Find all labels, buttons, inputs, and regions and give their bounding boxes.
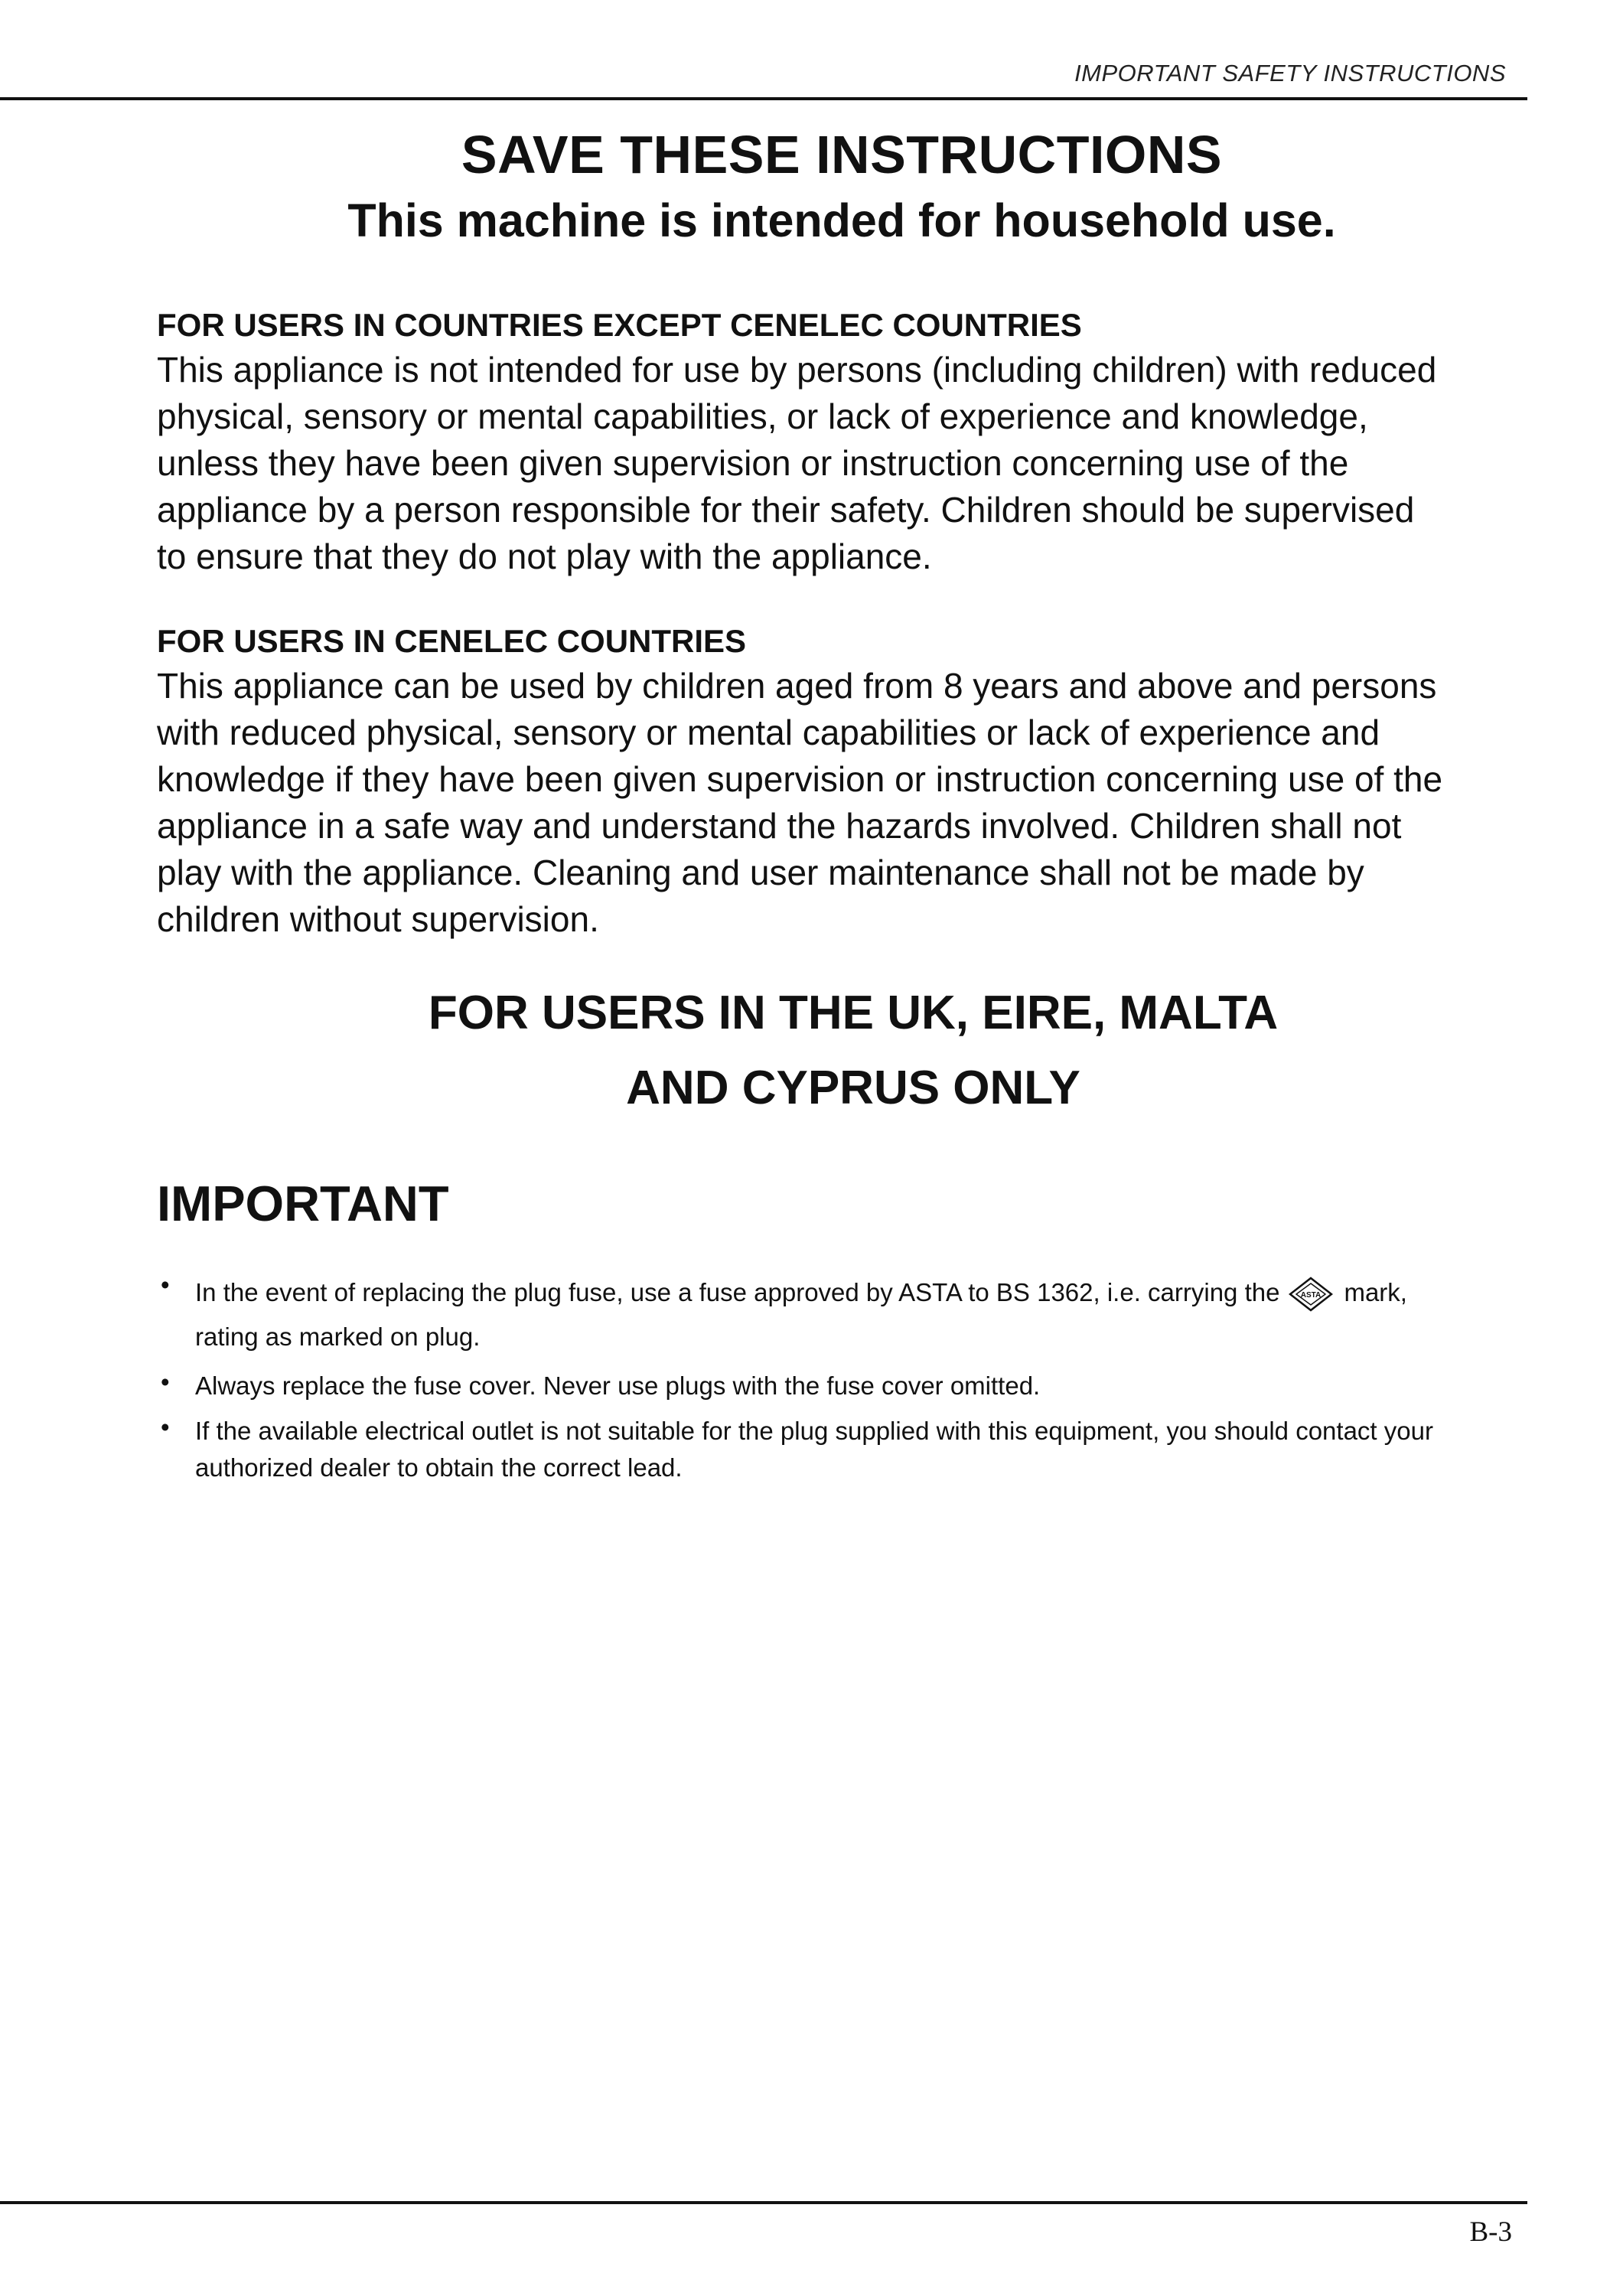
paragraph-line: with reduced physical, sensory or mental capabilities or lack of experience and <box>157 713 1380 752</box>
section-non-cenelec <box>157 304 1534 580</box>
paragraph-line: appliance in a safe way and understand the hazards involved. Children shall not <box>157 806 1402 846</box>
paragraph-line: to ensure that they do not play with the appliance. <box>157 536 932 576</box>
paragraph-line: unless they have been given supervision or instruction concerning use of the <box>157 443 1349 483</box>
important-heading: IMPORTANT <box>157 1176 449 1231</box>
bullet-line: Always replace the fuse cover. Never use plugs with the fuse cover omitted. <box>195 1371 1041 1400</box>
bullet-item <box>157 1270 1550 1359</box>
bullet-text: mark, <box>1344 1278 1407 1306</box>
bullet-line: authorized dealer to obtain the correct lead. <box>195 1453 683 1482</box>
header-rule <box>0 97 1527 100</box>
asta-mark-icon <box>1289 1277 1333 1312</box>
page-subtitle: This machine is intended for household use. <box>347 194 1336 246</box>
important-bullet-list <box>157 1270 1550 1495</box>
paragraph-line: This appliance can be used by children aged from 8 years and above and persons <box>157 666 1437 706</box>
section-cenelec <box>157 620 1534 943</box>
footer-rule <box>0 2201 1527 2204</box>
page-number: B-3 <box>1469 2216 1512 2248</box>
bullet-dot: • <box>161 1270 170 1299</box>
bullet-line: rating as marked on plug. <box>195 1322 481 1351</box>
paragraph-line: knowledge if they have been given supervision or instruction concerning use of the <box>157 759 1443 799</box>
bullet-line: If the available electrical outlet is not suitable for the plug supplied with this equipment, you should contact your <box>195 1417 1433 1445</box>
asta-mark-text: ASTA <box>1301 1291 1322 1300</box>
section-heading: FOR USERS IN CENELEC COUNTRIES <box>157 623 747 659</box>
paragraph-line: children without supervision. <box>157 899 599 939</box>
running-header: IMPORTANT SAFETY INSTRUCTIONS <box>1074 60 1506 86</box>
bullet-dot: • <box>161 1368 170 1396</box>
uk-section-heading-line-1: FOR USERS IN THE UK, EIRE, MALTA <box>428 987 1279 1039</box>
page-title: SAVE THESE INSTRUCTIONS <box>461 125 1223 184</box>
paragraph-line: physical, sensory or mental capabilities, or lack of experience and knowledge, <box>157 396 1368 436</box>
bullet-line <box>195 1270 1550 1315</box>
bullet-item <box>157 1413 1550 1486</box>
bullet-text: In the event of replacing the plug fuse, use a fuse approved by ASTA to BS 1362, i.e. carrying the <box>195 1278 1280 1306</box>
paragraph-line: play with the appliance. Cleaning and user maintenance shall not be made by <box>157 853 1364 892</box>
paragraph-line: appliance by a person responsible for their safety. Children should be supervised <box>157 490 1415 530</box>
paragraph-line: This appliance is not intended for use by persons (including children) with reduced <box>157 350 1437 390</box>
bullet-item <box>157 1368 1550 1404</box>
uk-section-heading-line-2: AND CYPRUS ONLY <box>626 1062 1080 1114</box>
section-heading: FOR USERS IN COUNTRIES EXCEPT CENELEC COUNTRIES <box>157 307 1082 343</box>
bullet-dot: • <box>161 1413 170 1441</box>
